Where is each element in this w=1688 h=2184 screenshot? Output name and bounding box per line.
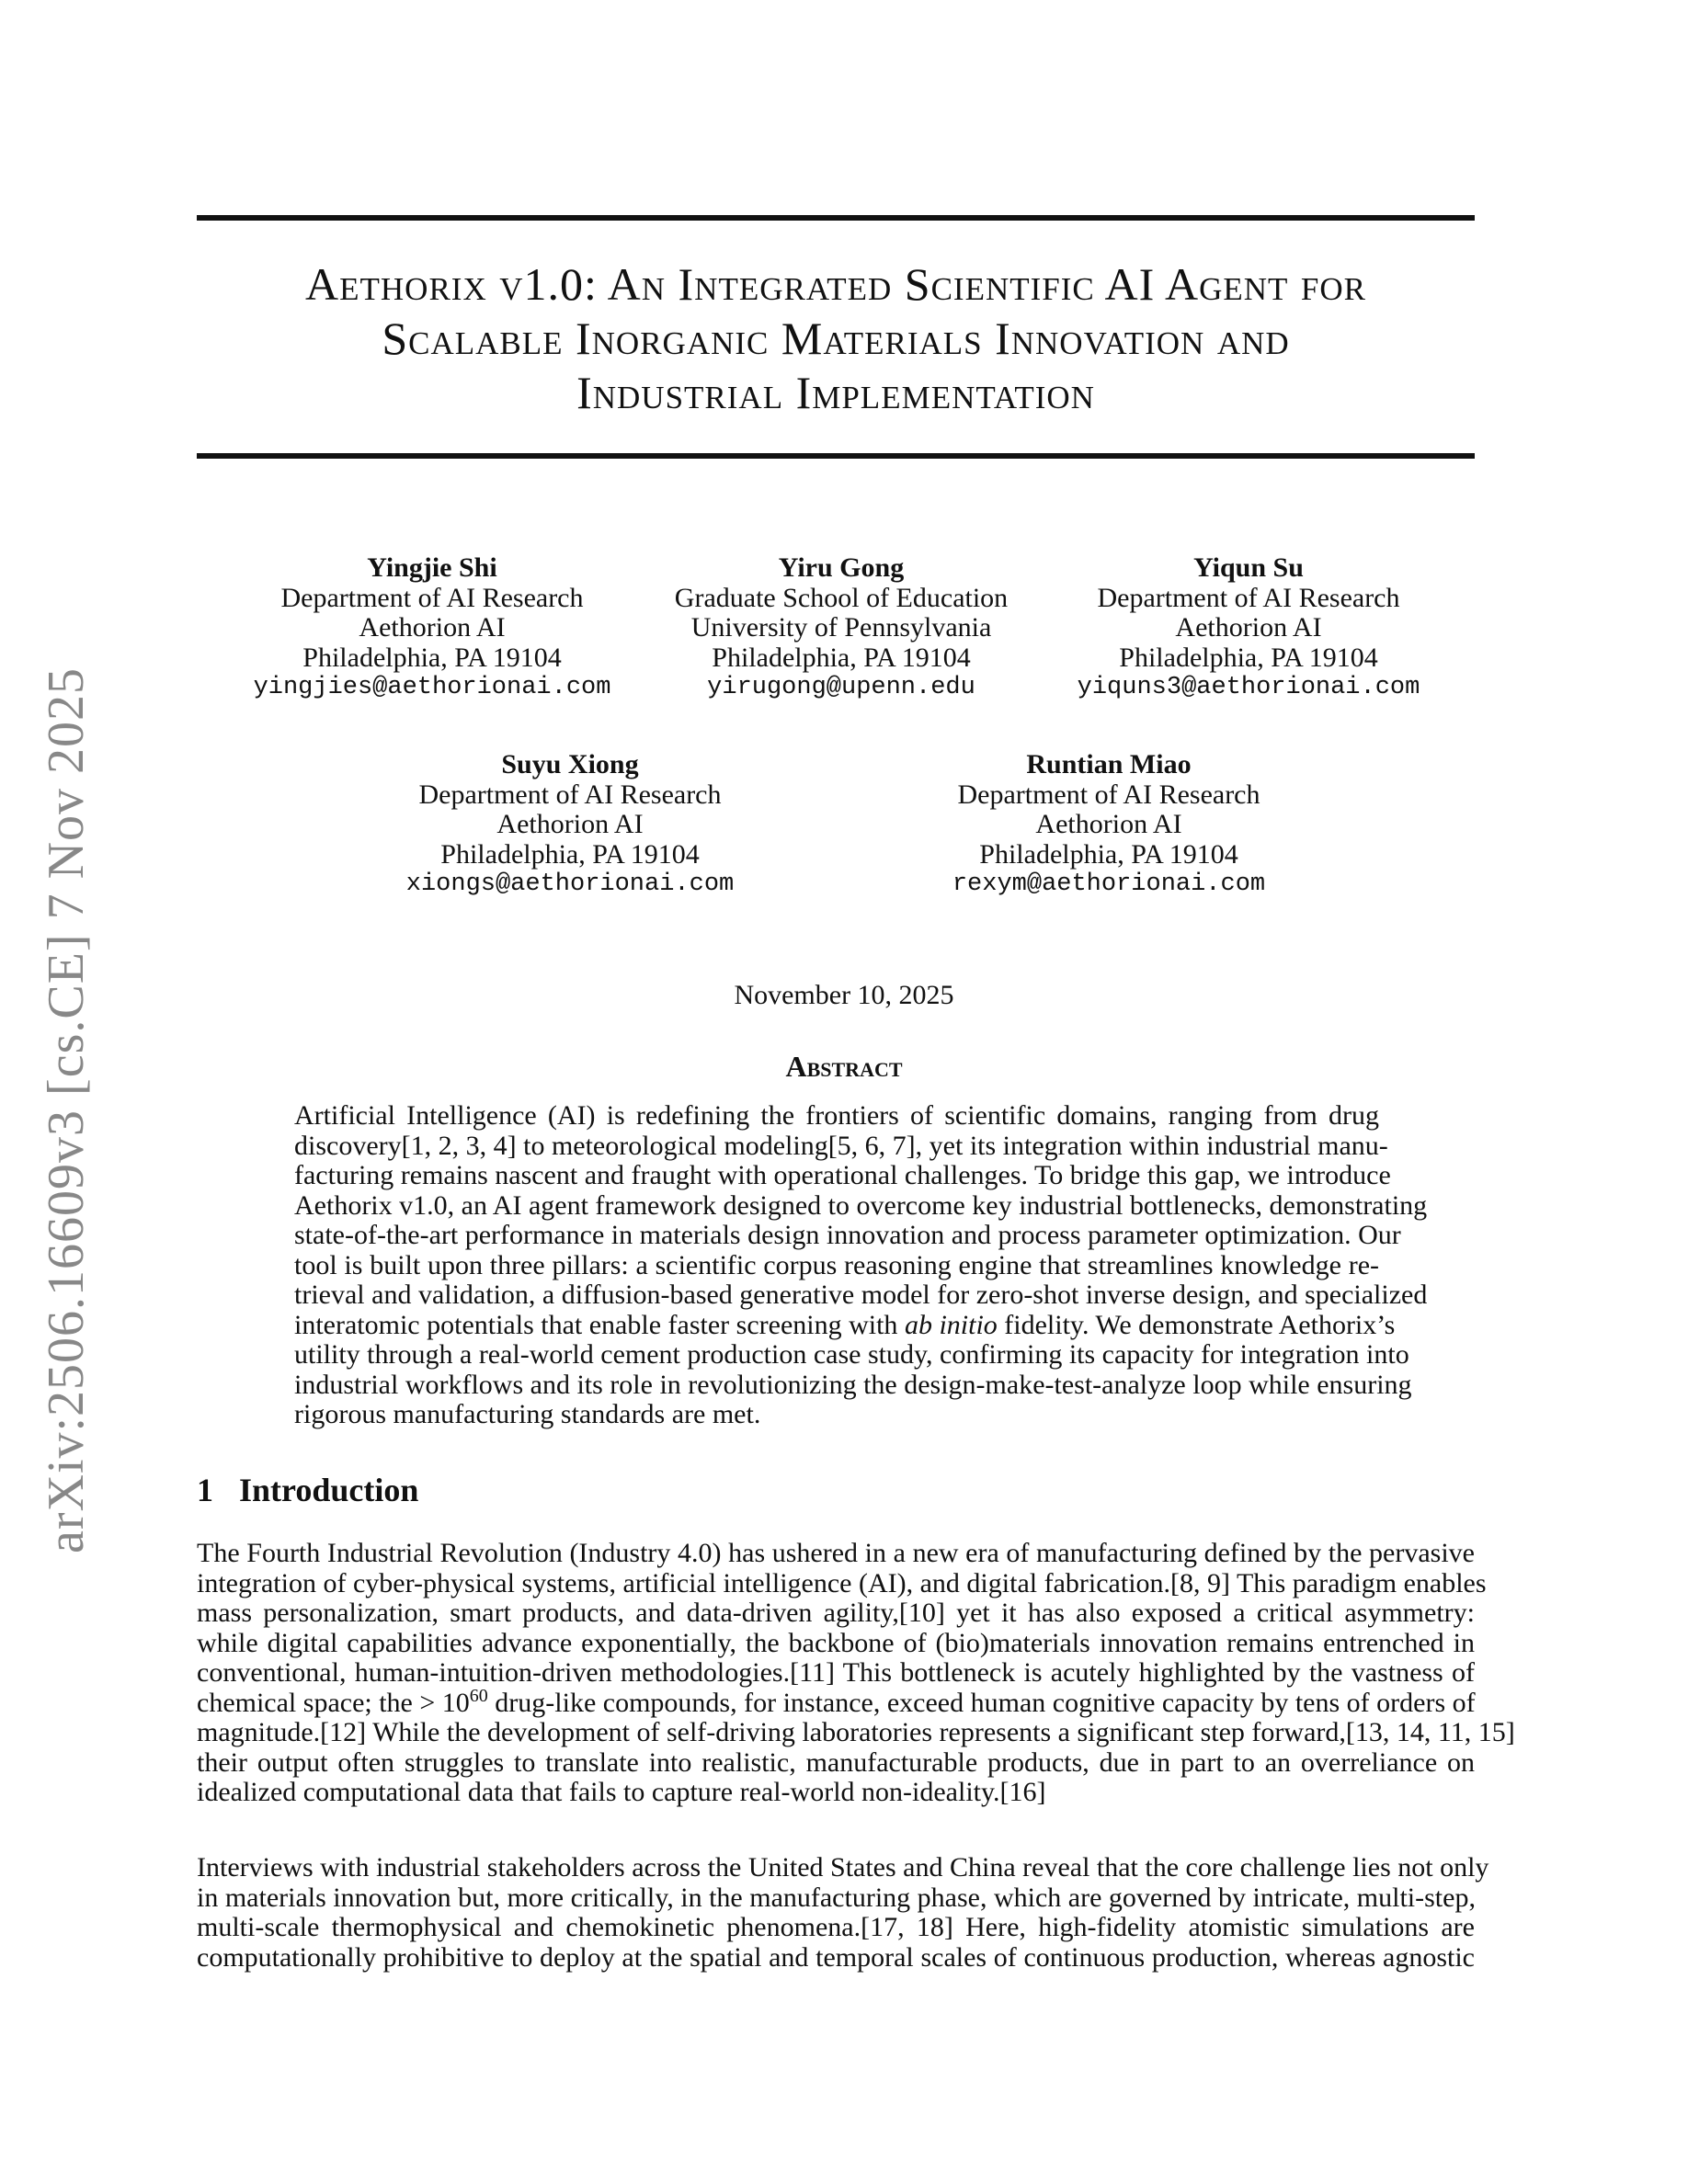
author-dept: Department of AI Research — [280, 582, 584, 613]
author-city: Philadelphia, PA 19104 — [302, 642, 562, 673]
text-line: computationally prohibitive to deploy at the spatial and temporal scales of continuous production, whereas agnostic — [197, 1941, 1475, 1973]
author-block — [897, 750, 1320, 900]
text-line: integration of cyber-physical systems, artificial intelligence (AI), and digital fabrication.[8, 9] This paradigm enables — [197, 1567, 1487, 1598]
title-line: Scalable Inorganic Materials Innovation and — [382, 313, 1290, 364]
author-dept: Graduate School of Education — [674, 582, 1009, 613]
bottom-rule — [197, 453, 1475, 459]
text-line: Aethorix v1.0, an AI agent framework designed to overcome key industrial bottlenecks, demonstrating — [294, 1189, 1428, 1221]
text-line — [197, 1685, 1476, 1719]
text-span: chemical space; the > 10 — [197, 1687, 470, 1718]
intro-paragraph-2 — [197, 1852, 1489, 1973]
text-line: in materials innovation but, more critically, in the manufacturing phase, which are governed by intricate, multi-step, — [197, 1882, 1476, 1913]
author-org: Aethorion AI — [496, 809, 644, 839]
author-org: University of Pennsylvania — [690, 612, 992, 643]
text-line: mass personalization, smart products, and data-driven agility,[10] yet it has also exposed a critical asymmetry: — [197, 1598, 1475, 1628]
author-email[interactable]: yirugong@upenn.edu — [707, 674, 975, 701]
arxiv-watermark: arXiv:2506.16609v3 [cs.CE] 7 Nov 2025 — [38, 666, 95, 1553]
text-line: idealized computational data that fails to capture real-world non-ideality.[16] — [197, 1777, 1046, 1807]
text-line: discovery[1, 2, 3, 4] to meteorological modeling[5, 6, 7], yet its integration within industrial manu- — [294, 1130, 1388, 1161]
text-line: their output often struggles to translate into realistic, manufacturable products, due in part to an overreliance on — [197, 1746, 1475, 1778]
text-line: facturing remains nascent and fraught with operational challenges. To bridge this gap, we introduce — [294, 1160, 1391, 1190]
text-line: conventional, human-intuition-driven methodologies.[11] This bottleneck is acutely highlighted by the vastness of — [197, 1657, 1475, 1688]
section-number: 1 — [197, 1472, 213, 1508]
author-block — [359, 750, 781, 900]
abstract-body — [294, 1100, 1428, 1430]
title-line: Aethorix v1.0: An Integrated Scientific AI Agent for — [305, 258, 1366, 310]
author-org: Aethorion AI — [359, 612, 506, 643]
text-line: rigorous manufacturing standards are met. — [294, 1399, 761, 1429]
author-dept: Department of AI Research — [418, 779, 722, 810]
author-name: Yingjie Shi — [367, 552, 497, 583]
author-email[interactable]: yingjies@aethorionai.com — [253, 674, 611, 701]
author-org: Aethorion AI — [1175, 612, 1322, 643]
superscript: 60 — [469, 1685, 488, 1706]
author-org: Aethorion AI — [1035, 809, 1182, 839]
author-dept: Department of AI Research — [1097, 582, 1400, 613]
text-span: fidelity. We demonstrate Aethorix’s — [997, 1309, 1396, 1340]
intro-paragraph-1 — [197, 1538, 1515, 1808]
text-line: state-of-the-art performance in materials design innovation and process parameter optimization. Our — [294, 1220, 1401, 1250]
text-line: Interviews with industrial stakeholders across the United States and China reveal that the core challenge lies not only — [197, 1852, 1489, 1883]
paper-date: November 10, 2025 — [734, 980, 954, 1010]
author-name: Suyu Xiong — [501, 749, 639, 779]
top-rule — [197, 215, 1475, 221]
author-dept: Department of AI Research — [957, 779, 1260, 810]
author-email[interactable]: rexym@aethorionai.com — [952, 870, 1266, 898]
author-name: Yiru Gong — [778, 552, 905, 583]
section-title: Introduction — [239, 1472, 419, 1508]
author-email[interactable]: yiquns3@aethorionai.com — [1077, 674, 1420, 701]
text-span: drug-like compounds, for instance, exceed human cognitive capacity by tens of orders of — [487, 1687, 1476, 1718]
text-line: industrial workflows and its role in revolutionizing the design-make-test-analyze loop while ensuring — [294, 1369, 1412, 1400]
text-line: trieval and validation, a diffusion-based generative model for zero-shot inverse design, and specialized — [294, 1280, 1428, 1310]
text-line — [294, 1309, 1396, 1341]
text-line: magnitude.[12] While the development of self-driving laboratories represents a significant step forward,[13, 14, 11, 15] — [197, 1717, 1515, 1747]
text-line: The Fourth Industrial Revolution (Industry 4.0) has ushered in a new era of manufacturing defined by the pervasive — [197, 1538, 1475, 1568]
text-line: utility through a real-world cement production case study, confirming its capacity for integration into — [294, 1339, 1409, 1370]
text-span: interatomic potentials that enable faster screening with — [294, 1309, 905, 1340]
author-block — [630, 553, 1053, 703]
author-block — [221, 553, 644, 703]
author-city: Philadelphia, PA 19104 — [1119, 642, 1378, 673]
title-line: Industrial Implementation — [576, 367, 1095, 418]
italic-term: ab initio — [904, 1309, 998, 1340]
author-name: Runtian Miao — [1026, 749, 1192, 779]
abstract-heading: Abstract — [785, 1050, 903, 1083]
text-line: while digital capabilities advance exponentially, the backbone of (bio)materials innovation remains entrenched in — [197, 1627, 1475, 1658]
author-city: Philadelphia, PA 19104 — [440, 838, 700, 870]
paper-title — [197, 257, 1475, 420]
author-city: Philadelphia, PA 19104 — [712, 642, 971, 673]
author-email[interactable]: xiongs@aethorionai.com — [405, 870, 735, 898]
author-city: Philadelphia, PA 19104 — [979, 838, 1238, 870]
text-line: tool is built upon three pillars: a scientific corpus reasoning engine that streamlines knowledge re- — [294, 1249, 1379, 1280]
author-name: Yiqun Su — [1193, 552, 1304, 583]
text-line: multi-scale thermophysical and chemokinetic phenomena.[17, 18] Here, high-fidelity atomistic simulations are — [197, 1912, 1475, 1942]
author-block — [1037, 553, 1460, 703]
section-heading — [197, 1471, 418, 1509]
text-line: Artificial Intelligence (AI) is redefining the frontiers of scientific domains, ranging from drug — [294, 1100, 1379, 1131]
